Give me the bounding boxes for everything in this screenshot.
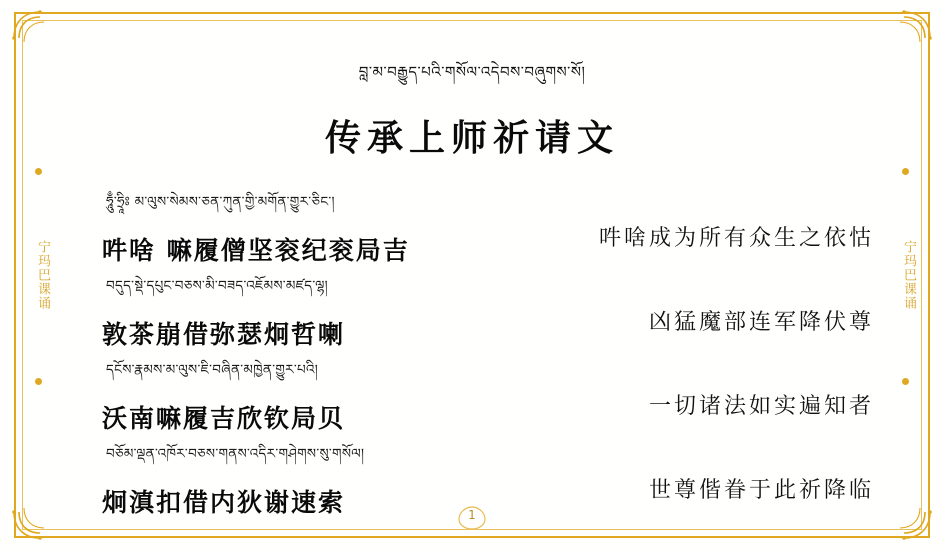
page-number-badge: [455, 505, 489, 531]
side-dot-decoration: [902, 168, 909, 175]
verse-left-column: [102, 271, 532, 351]
document-content: [60, 40, 884, 517]
page-number: 1: [468, 508, 476, 522]
page-title: 传承上师祈请文: [324, 117, 619, 159]
verse-tibetan: བཅོམ་ལྡན་འཁོར་བཅས་གནས་འདིར་གཤེགས་སུ་གསོལ།: [106, 446, 365, 462]
verse-transliteration: 沃南嘛履吉欣钦局贝: [102, 404, 346, 433]
side-dot-decoration: [902, 378, 909, 385]
page-footer: [0, 505, 944, 536]
verse-item: [60, 187, 884, 271]
verse-tibetan: ཧཱུྃ་ཧྲཱིཿ མ་ལུས་སེམས་ཅན་ཀུན་གྱི་མགོན་གྱུར་ཅིང་།: [106, 194, 335, 210]
verse-tibetan: བདུད་སྡེ་དཔུང་བཅས་མི་བཟད་འཇོམས་མཛད་ལྷ།: [106, 278, 328, 294]
verse-transliteration: 炯滇扣借内狄谢速索: [102, 488, 346, 517]
verse-left-column: [102, 187, 532, 267]
verse-left-column: [102, 355, 532, 435]
verse-item: [60, 355, 884, 439]
verse-translation: 凶猛魔部连军降伏尊: [648, 310, 874, 335]
side-label-left: 宁玛巴课诵: [35, 240, 50, 310]
corner-ornament-icon: [10, 8, 56, 54]
verse-list: [60, 187, 884, 523]
verse-translation: 世尊偕眷于此祈降临: [648, 478, 874, 503]
verse-transliteration: 敦茶崩借弥瑟炯哲喇: [102, 320, 346, 349]
verse-transliteration: 吽啥 嘛履僧坚衮纪衮局吉: [102, 236, 410, 265]
side-dot-decoration: [35, 378, 42, 385]
corner-ornament-icon: [888, 8, 934, 54]
verse-translation: 一切诸法如实遍知者: [648, 394, 874, 419]
side-dot-decoration: [35, 168, 42, 175]
verse-tibetan: དངོས་རྣམས་མ་ལུས་ཇི་བཞིན་མཁྱེན་གྱུར་པའི།: [106, 362, 319, 378]
verse-translation: 吽啥成为所有众生之依怙: [598, 226, 874, 251]
verse-item: [60, 271, 884, 355]
tibetan-header-line: བླ་མ་བརྒྱུད་པའི་གསོལ་འདེབས་བཞུགས་སོ།: [358, 63, 586, 81]
side-label-right: 宁玛巴课诵: [901, 240, 916, 310]
